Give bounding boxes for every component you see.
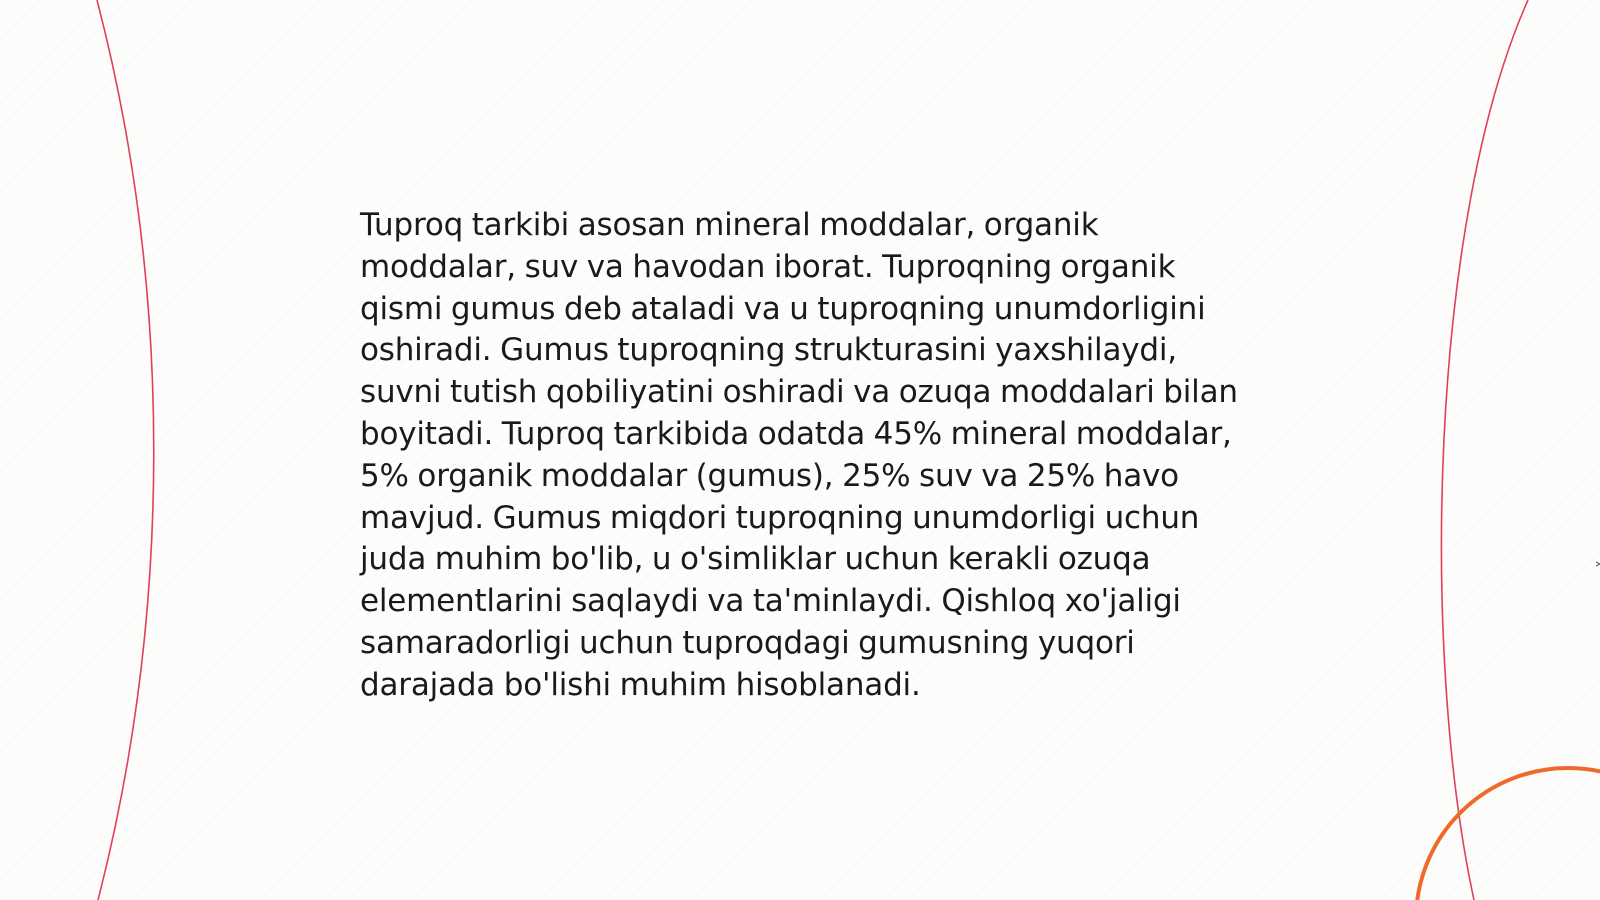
small-arrow-mark [1596,562,1600,566]
body-paragraph: Tuproq tarkibi asosan mineral moddalar, organik moddalar, suv va havodan iborat. Tuproqning organik qismi gumus deb ataladi va u tuproqning unumdorligini oshiradi. Gumus tuproqning strukturasini yaxshilaydi, suvni tutish qobiliyatini oshiradi va ozuqa moddalari bilan boyitadi. Tuproq tarkibida odatda 45% mineral moddalar, 5% organik moddalar (gumus), 25% suv va 25% havo mavjud. Gumus miqdori tuproqning unumdorligi uchun juda muhim bo'lib, u o'simliklar uchun kerakli ozuqa elementlarini saqlaydi va ta'minlaydi. Qishloq xo'jaligi samaradorligi uchun tuproqdagi gumusning yuqori darajada bo'lishi muhim hisoblanadi. [360,207,1238,703]
orange-circle-outline [1416,768,1600,900]
left-curve [97,0,154,900]
right-curve [1441,0,1528,900]
